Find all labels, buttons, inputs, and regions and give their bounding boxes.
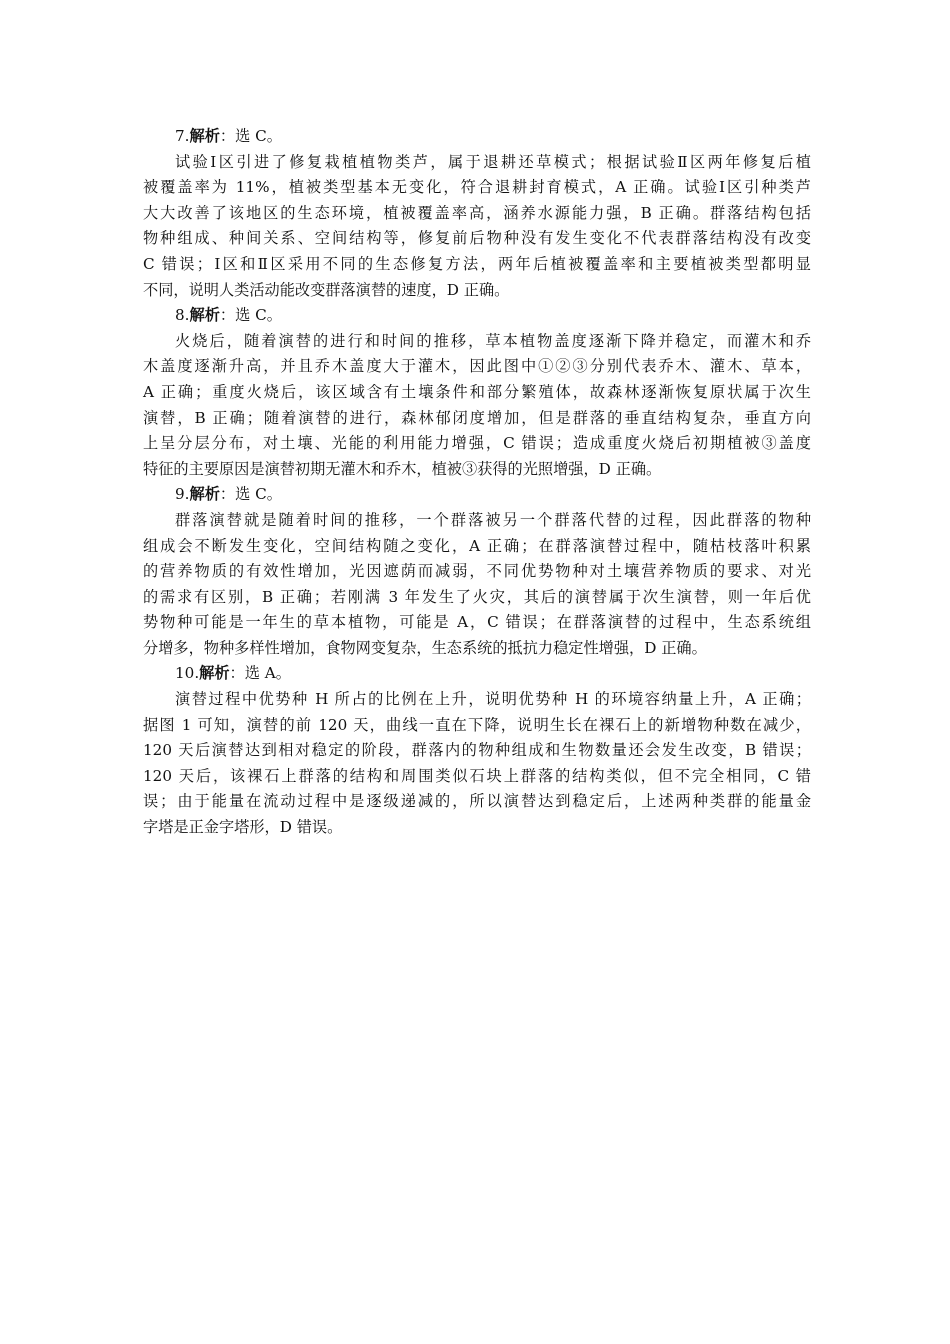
- q8-label: 解析: [189, 306, 220, 325]
- q10-answer: ：选 A。: [229, 664, 291, 683]
- q9-line-4: 的需求有区别，B 正确；若刚满 3 年发生了火灾，其后的演替属于次生演替，则一年后优: [143, 587, 811, 606]
- q8-number: 8.: [175, 306, 190, 325]
- answer-explanations: [143, 124, 811, 841]
- q7-line-3: 大大改善了该地区的生态环境，植被覆盖率高，涵养水源能力强，B 正确。群落结构包括: [143, 203, 811, 222]
- q8-line-2: 木盖度逐渐升高，并且乔木盖度大于灌木，因此图中①②③分别代表乔木、灌木、草本，: [143, 357, 811, 376]
- q8-answer: ：选 C。: [219, 306, 282, 325]
- q8-line-6: 特征的主要原因是演替初期无灌木和乔木，植被③获得的光照增强，D 正确。: [143, 459, 662, 478]
- q10-line-3: 120 天后演替达到相对稳定的阶段，群落内的物种组成和生物数量还会发生改变，B 错误；: [143, 741, 811, 760]
- q7-label: 解析: [189, 127, 220, 145]
- q9-answer: ：选 C。: [219, 485, 282, 504]
- q7-line-5: C 错误；Ⅰ区和Ⅱ区采用不同的生态修复方法，两年后植被覆盖率和主要植被类型都明显: [143, 254, 811, 273]
- q9-line-1: 群落演替就是随着时间的推移，一个群落被另一个群落代替的过程，因此群落的物种: [175, 510, 811, 529]
- q7-line-2: 被覆盖率为 11%，植被类型基本无变化，符合退耕封育模式，A 正确。试验Ⅰ区引种类芦: [143, 178, 811, 197]
- q7-answer: ：选 C。: [219, 127, 282, 145]
- q9-number: 9.: [175, 485, 190, 504]
- q9-label: 解析: [189, 485, 220, 504]
- q10-line-2: 据图 1 可知，演替的前 120 天，曲线一直在下降，说明生长在裸石上的新增物种数在减少，: [143, 715, 811, 734]
- q7-heading: [143, 124, 811, 150]
- q8-heading: [143, 303, 811, 329]
- q10-label: 解析: [199, 664, 230, 683]
- q8-line-3: A 正确；重度火烧后，该区域含有土壤条件和部分繁殖体，故森林逐渐恢复原状属于次生: [143, 382, 811, 401]
- q8-line-5: 上呈分层分布，对土壤、光能的利用能力增强，C 错误；造成重度火烧后初期植被③盖度: [143, 434, 811, 453]
- q10-line-4: 120 天后，该裸石上群落的结构和周围类似石块上群落的结构类似，但不完全相同，C 错: [143, 766, 811, 785]
- q9-line-2: 组成会不断发生变化，空间结构随之变化，A 正确；在群落演替过程中，随枯枝落叶积累: [143, 536, 811, 555]
- q10-line-5: 误；由于能量在流动过程中是逐级递减的，所以演替达到稳定后，上述两种类群的能量金: [143, 792, 811, 811]
- q7-line-1: 试验Ⅰ区引进了修复栽植植物类芦，属于退耕还草模式；根据试验Ⅱ区两年修复后植: [175, 152, 811, 171]
- q10-number: 10.: [175, 664, 200, 683]
- q9-line-6: 分增多，物种多样性增加，食物网变复杂，生态系统的抵抗力稳定性增强，D 正确。: [143, 638, 707, 657]
- q9-heading: [143, 482, 811, 508]
- q7-line-4: 物种组成、种间关系、空间结构等，修复前后物种没有发生变化不代表群落结构没有改变: [143, 229, 811, 248]
- q7-line-6: 不同，说明人类活动能改变群落演替的速度，D 正确。: [143, 280, 510, 299]
- q9-line-3: 的营养物质的有效性增加，光因遮荫而减弱，不同优势物种对土壤营养物质的要求、对光: [143, 562, 811, 581]
- q10-line-6: 字塔是正金字塔形，D 错误。: [143, 818, 343, 837]
- q8-line-4: 演替，B 正确；随着演替的进行，森林郁闭度增加，但是群落的垂直结构复杂，垂直方向: [143, 408, 811, 427]
- q10-heading: [143, 661, 811, 687]
- q8-line-1: 火烧后，随着演替的进行和时间的推移，草本植物盖度逐渐下降并稳定，而灌木和乔: [175, 331, 811, 350]
- q9-line-5: 势物种可能是一年生的草本植物，可能是 A，C 错误；在群落演替的过程中，生态系统组: [143, 613, 811, 632]
- q7-number: 7.: [175, 127, 190, 145]
- q10-line-1: 演替过程中优势种 H 所占的比例在上升，说明优势种 H 的环境容纳量上升，A 正确；: [175, 690, 811, 709]
